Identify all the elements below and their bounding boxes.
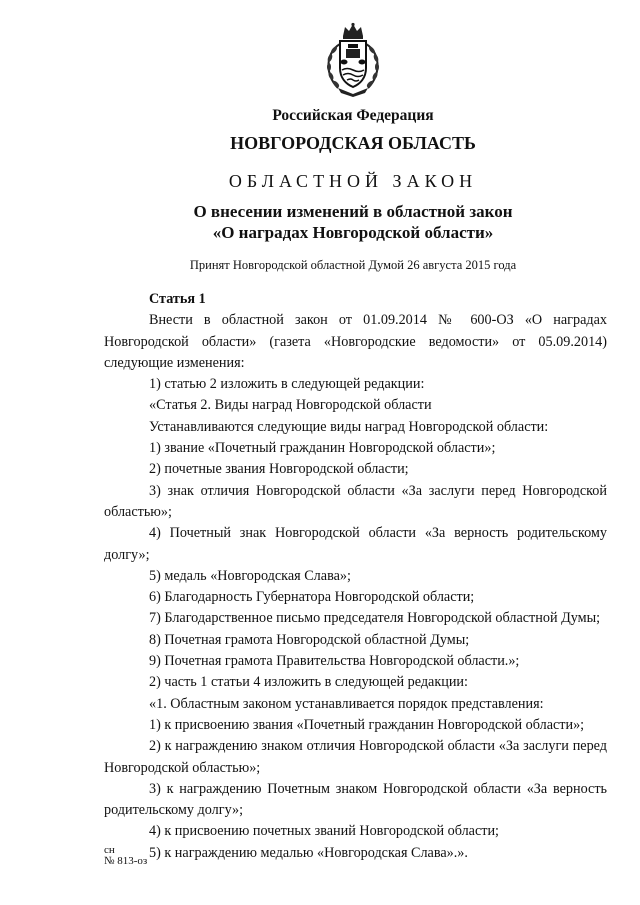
article-paragraph: 6) Благодарность Губернатора Новгородской области; bbox=[149, 589, 475, 606]
adoption-note: Принят Новгородской областной Думой 26 августа 2015 года bbox=[189, 258, 517, 272]
article-paragraph: 8) Почетная грамота Новгородской областной Думы; bbox=[149, 631, 470, 648]
law-title-line-2: «О наградах Новгородской области» bbox=[212, 223, 494, 242]
document-number: № 813-оз bbox=[104, 855, 148, 867]
article-body bbox=[104, 289, 607, 864]
article-paragraph: 9) Почетная грамота Правительства Новгородской области.»; bbox=[149, 653, 520, 670]
law-title-line-1: О внесении изменений в областной закон bbox=[193, 202, 513, 221]
executor-initials: сн bbox=[104, 844, 115, 856]
article-paragraph: 4) Почетный знак Новгородской области «За верность родительскому долгу»; bbox=[104, 525, 607, 563]
article-paragraph: «Статья 2. Виды наград Новгородской области bbox=[149, 397, 432, 414]
article-heading: Статья 1 bbox=[149, 291, 206, 307]
article-paragraph: 7) Благодарственное письмо председателя Новгородской областной Думы; bbox=[149, 610, 601, 627]
article-paragraph: 3) к награждению Почетным знаком Новгородской области «За верность родительскому долгу»; bbox=[104, 780, 607, 819]
region-name: НОВГОРОДСКАЯ ОБЛАСТЬ bbox=[230, 133, 476, 153]
novgorod-coat-of-arms-icon bbox=[318, 22, 388, 98]
federation-name: Российская Федерация bbox=[272, 107, 434, 124]
article-paragraph: 1) звание «Почетный гражданин Новгородской области»; bbox=[149, 440, 496, 457]
article-paragraph: «1. Областным законом устанавливается порядок представления: bbox=[149, 695, 544, 712]
article-paragraph: 4) к присвоению почетных званий Новгородской области; bbox=[149, 823, 499, 840]
article-paragraph: 1) к присвоению звания «Почетный гражданин Новгородской области»; bbox=[149, 716, 585, 733]
article-paragraph: Устанавливаются следующие виды наград Новгородской области: bbox=[149, 418, 549, 435]
article-paragraph: 5) медаль «Новгородская Слава»; bbox=[149, 567, 351, 584]
article-paragraph: 5) к награждению медалью «Новгородская Слава».». bbox=[149, 844, 468, 861]
article-paragraph: 3) знак отличия Новгородской области «За заслуги перед Новгородской областью»; bbox=[104, 482, 607, 520]
article-paragraph: Внести в областной закон от 01.09.2014 № 600-ОЗ «О наградах Новгородской области» (газета «Новгородские ведомости» от 05.09.2014) следующие изменения: bbox=[104, 312, 607, 371]
article-paragraph: 1) статью 2 изложить в следующей редакции: bbox=[149, 376, 425, 393]
law-type: ОБЛАСТНОЙ ЗАКОН bbox=[228, 171, 478, 191]
article-paragraph: 2) к награждению знаком отличия Новгородской области «За заслуги перед Новгородской областью»; bbox=[104, 738, 607, 776]
document-footer bbox=[104, 845, 147, 867]
article-paragraph: 2) почетные звания Новгородской области; bbox=[149, 461, 409, 478]
article-paragraph: 2) часть 1 статьи 4 изложить в следующей редакции: bbox=[149, 674, 468, 691]
